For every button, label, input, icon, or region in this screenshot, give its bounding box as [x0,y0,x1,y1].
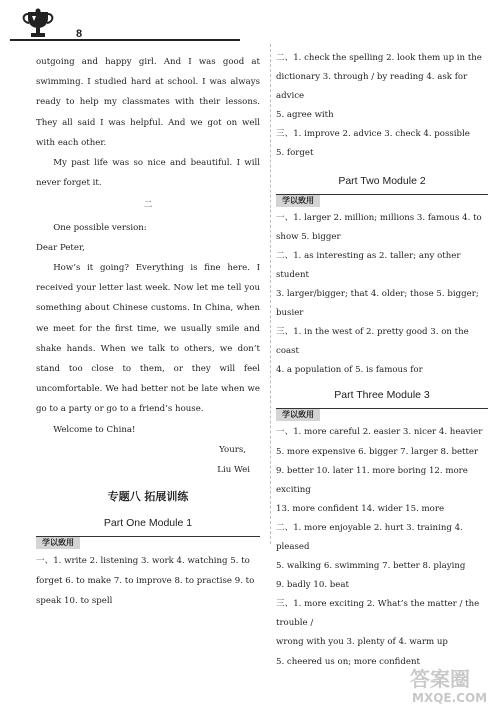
version-label: One possible version: [53,222,147,233]
part-two-heading: Part Two Module 2 [338,174,426,187]
paragraph: My past life was so nice and beautiful. I will never forget it. [36,158,260,189]
column-divider [270,44,271,544]
answer-line: 二、1. check the spelling 2. look them up in the [276,53,482,63]
welcome-line: Welcome to China! [53,424,136,435]
practice-tag-row [276,408,488,421]
watermark-text: 答案圈 [410,667,470,691]
practice-tag: 学以致用 [36,537,80,549]
letter-body: How’s it going? Everything is fine here. I received your letter last week. Now let me tell you something about Chinese customs. In China, when we meet for the first time, we usually smile and shake hands. When we talk to others, we don’t stand too close to them, or they will feel uncomfortable. We had better not be late when we go to a party or go to a friend’s house. [36,263,260,415]
part-three-heading: Part Three Module 3 [334,389,430,402]
answer-line: forget 6. to make 7. to improve 8. to practise 9. to [36,576,255,587]
answer-line: 一、1. larger 2. million; millions 3. famous 4. to [276,212,482,223]
page-number: 8 [76,28,83,40]
answer-line: 13. more confident 14. wider 15. more [276,503,445,514]
practice-tag: 学以致用 [276,409,320,421]
letter-closing: Yours, [219,444,246,455]
trophy-icon [20,8,56,40]
answer-line: show 5. bigger [276,231,341,242]
answer-line: 3. larger/bigger; that 4. older; those 5. bigger; busier [276,288,479,319]
answer-line: wrong with you 3. plenty of 4. warm up [276,637,448,648]
answer-line: 一、1. write 2. listening 3. work 4. watching 5. to [36,555,250,566]
answer-line: dictionary 3. through / by reading 4. ask for advice [276,72,468,102]
salutation: Dear Peter, [36,242,85,253]
section-number: 二 [143,200,153,211]
practice-tag-row [276,194,488,207]
watermark-logo [406,664,492,708]
left-column [36,52,260,611]
answer-line: 5. cheered us on; more confident [276,656,420,667]
topic-title: 专题八 拓展训练 [107,489,189,503]
answer-line: 二、1. more enjoyable 2. hurt 3. training 4. pleased [276,522,463,552]
answer-line: 三、1. in the west of 2. pretty good 3. on the coast [276,327,469,357]
answer-line: 9. better 10. later 11. more boring 12. more exciting [276,465,468,495]
answer-line: 5. agree with [276,110,334,121]
answer-line: 9. badly 10. beat [276,580,349,591]
letter-signature: Liu Wei [217,464,250,475]
practice-tag: 学以致用 [276,195,320,207]
answer-line: 5. more expensive 6. bigger 7. larger 8. better [276,446,479,457]
answer-line: 三、1. improve 2. advice 3. check 4. possible [276,129,470,140]
practice-tag-row [36,536,260,549]
answer-line: 一、1. more careful 2. easier 3. nicer 4. heavier [276,427,483,438]
answer-line: 三、1. more exciting 2. What’s the matter / the trouble / [276,599,480,629]
part-one-heading: Part One Module 1 [103,516,193,529]
right-column [276,49,488,672]
answer-line: 4. a population of 5. is famous for [276,365,423,376]
paragraph: outgoing and happy girl. And I was good at swimming. I studied hard at school. I was always ready to help my classmates with their lessons. They all said I was helpful. And we got on well with each other. [36,57,260,148]
answer-line: 5. walking 6. swimming 7. better 8. playing [276,561,466,572]
answer-line: 5. forget [276,148,314,159]
watermark-url: MXQE.COM [412,691,488,705]
answer-line: speak 10. to spell [36,596,113,607]
header-rule [10,39,240,41]
page-header [0,0,500,40]
answer-line: 二、1. as interesting as 2. taller; any other student [276,250,461,280]
